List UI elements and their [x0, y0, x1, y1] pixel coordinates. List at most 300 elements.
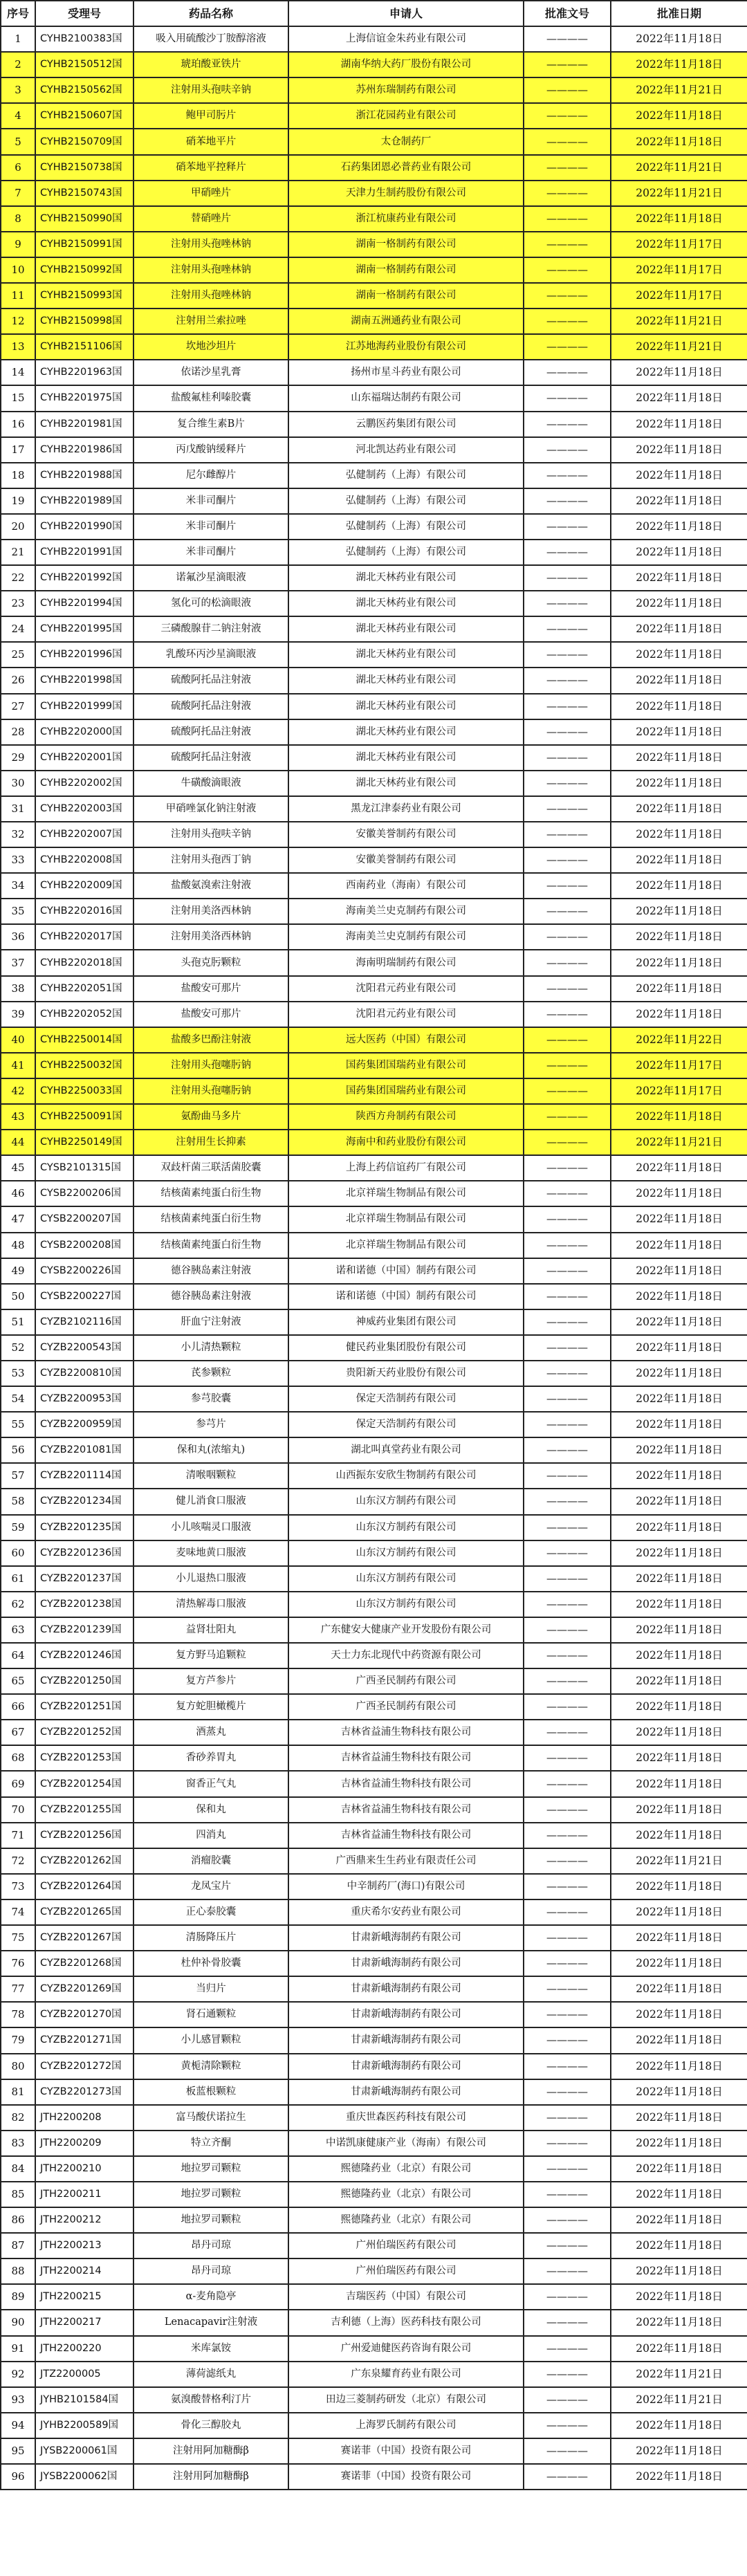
- cell-drug-name: 头孢克肟颗粒: [133, 950, 288, 975]
- cell-acceptance-number: CYHB2100383国: [35, 26, 133, 52]
- table-row: [1, 1976, 747, 2002]
- cell-approval-document-number: ————: [524, 1258, 611, 1284]
- cell-acceptance-number: CYHB2201998国: [35, 668, 133, 693]
- cell-applicant: 海南明瑞制药有限公司: [288, 950, 524, 975]
- cell-approval-date: 2022年11月18日: [611, 1745, 747, 1771]
- cell-serial-number: 37: [1, 950, 35, 975]
- cell-acceptance-number: CYHB2202008国: [35, 847, 133, 873]
- cell-applicant: 国药集团国瑞药业有限公司: [288, 1078, 524, 1104]
- table-header-row: [1, 1, 747, 26]
- cell-drug-name: 肝血宁注射液: [133, 1309, 288, 1335]
- cell-acceptance-number: CYHB2250149国: [35, 1130, 133, 1155]
- cell-approval-document-number: ————: [524, 2387, 611, 2413]
- cell-acceptance-number: CYZB2201254国: [35, 1771, 133, 1796]
- table-row: [1, 1002, 747, 1027]
- cell-serial-number: 61: [1, 1566, 35, 1592]
- cell-drug-name: 德谷胰岛素注射液: [133, 1258, 288, 1284]
- table-row: [1, 2336, 747, 2362]
- header-serial-number: 序号: [1, 1, 35, 26]
- cell-approval-date: 2022年11月18日: [611, 1694, 747, 1720]
- cell-serial-number: 91: [1, 2336, 35, 2362]
- cell-serial-number: 54: [1, 1386, 35, 1412]
- cell-acceptance-number: JTH2200220: [35, 2336, 133, 2362]
- cell-serial-number: 5: [1, 129, 35, 154]
- cell-acceptance-number: CYHB2202002国: [35, 771, 133, 796]
- cell-acceptance-number: JTH2200211: [35, 2182, 133, 2207]
- cell-acceptance-number: CYZB2201272国: [35, 2054, 133, 2079]
- table-row: [1, 1104, 747, 1130]
- cell-approval-date: 2022年11月18日: [611, 2284, 747, 2310]
- cell-approval-document-number: ————: [524, 1668, 611, 1694]
- cell-applicant: 中诺凯康健康产业（海南）有限公司: [288, 2131, 524, 2156]
- cell-approval-document-number: ————: [524, 1771, 611, 1796]
- cell-serial-number: 21: [1, 540, 35, 565]
- cell-drug-name: 注射用头孢西丁钠: [133, 847, 288, 873]
- cell-acceptance-number: CYHB2202003国: [35, 796, 133, 822]
- cell-applicant: 天津力生制药股份有限公司: [288, 181, 524, 206]
- cell-drug-name: 三磷酸腺苷二钠注射液: [133, 616, 288, 642]
- table-row: [1, 1771, 747, 1796]
- cell-drug-name: 注射用生长抑素: [133, 1130, 288, 1155]
- cell-approval-document-number: ————: [524, 257, 611, 283]
- cell-approval-date: 2022年11月18日: [611, 103, 747, 129]
- cell-applicant: 浙江花园药业有限公司: [288, 103, 524, 129]
- cell-approval-date: 2022年11月18日: [611, 2464, 747, 2490]
- cell-approval-date: 2022年11月18日: [611, 1181, 747, 1206]
- cell-applicant: 湖北天林药业有限公司: [288, 565, 524, 591]
- table-row: [1, 2054, 747, 2079]
- table-row: [1, 873, 747, 899]
- cell-acceptance-number: CYHB2201990国: [35, 514, 133, 540]
- cell-approval-date: 2022年11月18日: [611, 206, 747, 232]
- cell-acceptance-number: CYHB2201989国: [35, 488, 133, 514]
- cell-drug-name: 注射用头孢唑林钠: [133, 257, 288, 283]
- cell-serial-number: 13: [1, 334, 35, 360]
- cell-drug-name: 德谷胰岛素注射液: [133, 1284, 288, 1309]
- cell-acceptance-number: CYHB2250014国: [35, 1027, 133, 1053]
- cell-approval-document-number: ————: [524, 1155, 611, 1181]
- cell-drug-name: 昂丹司琼: [133, 2233, 288, 2258]
- cell-serial-number: 26: [1, 668, 35, 693]
- cell-acceptance-number: CYHB2202007国: [35, 822, 133, 847]
- cell-approval-document-number: ————: [524, 822, 611, 847]
- table-row: [1, 1335, 747, 1361]
- cell-applicant: 熙德隆药业（北京）有限公司: [288, 2182, 524, 2207]
- cell-approval-document-number: ————: [524, 334, 611, 360]
- cell-applicant: 石药集团恩必普药业有限公司: [288, 155, 524, 181]
- cell-approval-document-number: ————: [524, 437, 611, 463]
- cell-applicant: 湖北天林药业有限公司: [288, 719, 524, 745]
- table-row: [1, 1258, 747, 1284]
- cell-applicant: 吉林省益浦生物科技有限公司: [288, 1720, 524, 1745]
- cell-acceptance-number: CYHB2150607国: [35, 103, 133, 129]
- cell-serial-number: 80: [1, 2054, 35, 2079]
- cell-applicant: 广西圣民制药有限公司: [288, 1694, 524, 1720]
- cell-acceptance-number: CYZB2102116国: [35, 1309, 133, 1335]
- cell-serial-number: 22: [1, 565, 35, 591]
- table-row: [1, 1206, 747, 1232]
- cell-drug-name: 复方野马追颗粒: [133, 1643, 288, 1668]
- cell-applicant: 海南中和药业股份有限公司: [288, 1130, 524, 1155]
- cell-approval-document-number: ————: [524, 1463, 611, 1489]
- cell-serial-number: 56: [1, 1437, 35, 1463]
- cell-approval-document-number: ————: [524, 1284, 611, 1309]
- cell-serial-number: 93: [1, 2387, 35, 2413]
- cell-applicant: 太仓制药厂: [288, 129, 524, 154]
- cell-approval-document-number: ————: [524, 1694, 611, 1720]
- table-row: [1, 1540, 747, 1566]
- cell-drug-name: 米非司酮片: [133, 488, 288, 514]
- cell-approval-date: 2022年11月18日: [611, 1284, 747, 1309]
- cell-drug-name: 牛磺酸滴眼液: [133, 771, 288, 796]
- cell-acceptance-number: JTH2200215: [35, 2284, 133, 2310]
- cell-acceptance-number: CYHB2150998国: [35, 309, 133, 334]
- table-row: [1, 1592, 747, 1617]
- cell-approval-date: 2022年11月18日: [611, 1976, 747, 2002]
- cell-drug-name: 参芎片: [133, 1412, 288, 1437]
- cell-approval-document-number: ————: [524, 1951, 611, 1976]
- table-row: [1, 514, 747, 540]
- table-row: [1, 463, 747, 488]
- cell-approval-document-number: ————: [524, 1592, 611, 1617]
- cell-acceptance-number: CYZB2201246国: [35, 1643, 133, 1668]
- cell-drug-name: 硫酸阿托品注射液: [133, 694, 288, 719]
- cell-approval-date: 2022年11月18日: [611, 1002, 747, 1027]
- table-row: [1, 1027, 747, 1053]
- cell-approval-document-number: ————: [524, 1720, 611, 1745]
- cell-acceptance-number: JYHB2101584国: [35, 2387, 133, 2413]
- cell-applicant: 湖南一格制药有限公司: [288, 257, 524, 283]
- cell-approval-document-number: ————: [524, 924, 611, 950]
- cell-serial-number: 9: [1, 232, 35, 257]
- cell-serial-number: 40: [1, 1027, 35, 1053]
- cell-approval-date: 2022年11月18日: [611, 514, 747, 540]
- cell-drug-name: 益肾壮阳丸: [133, 1617, 288, 1643]
- table-row: [1, 2413, 747, 2438]
- table-row: [1, 2156, 747, 2182]
- cell-acceptance-number: CYHB2201995国: [35, 616, 133, 642]
- cell-applicant: 山东汉方制药有限公司: [288, 1515, 524, 1540]
- cell-approval-document-number: ————: [524, 2027, 611, 2053]
- cell-approval-document-number: ————: [524, 719, 611, 745]
- cell-drug-name: 黄栀清除颗粒: [133, 2054, 288, 2079]
- cell-acceptance-number: CYZB2201114国: [35, 1463, 133, 1489]
- cell-approval-date: 2022年11月18日: [611, 129, 747, 154]
- table-row: [1, 591, 747, 616]
- table-row: [1, 1361, 747, 1386]
- cell-drug-name: 小儿退热口服液: [133, 1566, 288, 1592]
- table-row: [1, 1412, 747, 1437]
- cell-acceptance-number: CYHB2151106国: [35, 334, 133, 360]
- cell-approval-document-number: ————: [524, 976, 611, 1002]
- cell-approval-date: 2022年11月18日: [611, 1668, 747, 1694]
- cell-applicant: 上海上药信谊药厂有限公司: [288, 1155, 524, 1181]
- cell-serial-number: 48: [1, 1233, 35, 1258]
- cell-applicant: 甘肃新峨海制药有限公司: [288, 2079, 524, 2105]
- cell-applicant: 神威药业集团有限公司: [288, 1309, 524, 1335]
- cell-drug-name: 消瘤胶囊: [133, 1848, 288, 1874]
- cell-approval-date: 2022年11月18日: [611, 1566, 747, 1592]
- cell-serial-number: 7: [1, 181, 35, 206]
- cell-drug-name: 硫酸阿托品注射液: [133, 745, 288, 771]
- cell-applicant: 安徽美誉制药有限公司: [288, 822, 524, 847]
- cell-approval-date: 2022年11月18日: [611, 488, 747, 514]
- cell-applicant: 陕西方舟制药有限公司: [288, 1104, 524, 1130]
- cell-acceptance-number: CYHB2150738国: [35, 155, 133, 181]
- cell-approval-date: 2022年11月18日: [611, 873, 747, 899]
- cell-serial-number: 75: [1, 1925, 35, 1951]
- cell-drug-name: 肾石通颗粒: [133, 2002, 288, 2027]
- cell-serial-number: 82: [1, 2105, 35, 2131]
- table-row: [1, 1694, 747, 1720]
- table-row: [1, 1668, 747, 1694]
- cell-approval-date: 2022年11月18日: [611, 360, 747, 385]
- cell-approval-document-number: ————: [524, 745, 611, 771]
- cell-approval-document-number: ————: [524, 232, 611, 257]
- cell-acceptance-number: JTH2200212: [35, 2207, 133, 2233]
- cell-acceptance-number: CYSB2200206国: [35, 1181, 133, 1206]
- cell-applicant: 浙江杭康药业有限公司: [288, 206, 524, 232]
- cell-applicant: 云鹏医药集团有限公司: [288, 412, 524, 437]
- cell-approval-date: 2022年11月18日: [611, 2105, 747, 2131]
- table-row: [1, 1848, 747, 1874]
- header-approval-date: 批准日期: [611, 1, 747, 26]
- cell-applicant: 吉利德（上海）医药科技有限公司: [288, 2310, 524, 2335]
- cell-acceptance-number: CYZB2201081国: [35, 1437, 133, 1463]
- cell-approval-document-number: ————: [524, 899, 611, 924]
- cell-applicant: 湖南一格制药有限公司: [288, 232, 524, 257]
- cell-approval-document-number: ————: [524, 1078, 611, 1104]
- cell-acceptance-number: CYZB2201265国: [35, 1899, 133, 1925]
- cell-applicant: 山东汉方制药有限公司: [288, 1489, 524, 1514]
- cell-drug-name: 硫酸阿托品注射液: [133, 668, 288, 693]
- cell-drug-name: 坎地沙坦片: [133, 334, 288, 360]
- cell-approval-document-number: ————: [524, 873, 611, 899]
- cell-drug-name: Lenacapavir注射液: [133, 2310, 288, 2335]
- table-row: [1, 385, 747, 411]
- cell-acceptance-number: CYZB2201273国: [35, 2079, 133, 2105]
- cell-acceptance-number: CYHB2202018国: [35, 950, 133, 975]
- cell-drug-name: 氢化可的松滴眼液: [133, 591, 288, 616]
- cell-acceptance-number: CYHB2201975国: [35, 385, 133, 411]
- cell-approval-date: 2022年11月17日: [611, 232, 747, 257]
- cell-approval-document-number: ————: [524, 2207, 611, 2233]
- cell-approval-date: 2022年11月18日: [611, 2413, 747, 2438]
- cell-approval-document-number: ————: [524, 1848, 611, 1874]
- cell-drug-name: 芪参颗粒: [133, 1361, 288, 1386]
- cell-serial-number: 63: [1, 1617, 35, 1643]
- cell-approval-document-number: ————: [524, 103, 611, 129]
- cell-drug-name: 诺氟沙星滴眼液: [133, 565, 288, 591]
- table-row: [1, 77, 747, 103]
- table-row: [1, 1823, 747, 1848]
- cell-serial-number: 41: [1, 1053, 35, 1078]
- cell-drug-name: 盐酸多巴酚注射液: [133, 1027, 288, 1053]
- cell-drug-name: 健儿消食口服液: [133, 1489, 288, 1514]
- cell-acceptance-number: CYSB2200227国: [35, 1284, 133, 1309]
- cell-approval-date: 2022年11月18日: [611, 1617, 747, 1643]
- cell-approval-document-number: ————: [524, 2105, 611, 2131]
- cell-approval-date: 2022年11月18日: [611, 668, 747, 693]
- table-row: [1, 26, 747, 52]
- cell-approval-date: 2022年11月18日: [611, 2079, 747, 2105]
- cell-applicant: 甘肃新峨海制药有限公司: [288, 2002, 524, 2027]
- cell-serial-number: 1: [1, 26, 35, 52]
- cell-approval-date: 2022年11月17日: [611, 257, 747, 283]
- cell-applicant: 吉林省益浦生物科技有限公司: [288, 1745, 524, 1771]
- cell-serial-number: 68: [1, 1745, 35, 1771]
- cell-approval-document-number: ————: [524, 847, 611, 873]
- cell-serial-number: 85: [1, 2182, 35, 2207]
- cell-approval-document-number: ————: [524, 2002, 611, 2027]
- cell-approval-document-number: ————: [524, 309, 611, 334]
- cell-approval-date: 2022年11月17日: [611, 1078, 747, 1104]
- cell-applicant: 熙德隆药业（北京）有限公司: [288, 2207, 524, 2233]
- cell-approval-document-number: ————: [524, 360, 611, 385]
- cell-drug-name: 龙凤宝片: [133, 1874, 288, 1899]
- cell-approval-date: 2022年11月18日: [611, 1720, 747, 1745]
- cell-approval-document-number: ————: [524, 2233, 611, 2258]
- cell-acceptance-number: CYHB2201988国: [35, 463, 133, 488]
- cell-serial-number: 65: [1, 1668, 35, 1694]
- cell-drug-name: 四消丸: [133, 1823, 288, 1848]
- table-row: [1, 1745, 747, 1771]
- cell-acceptance-number: CYZB2201255国: [35, 1797, 133, 1823]
- cell-acceptance-number: CYHB2201996国: [35, 642, 133, 668]
- cell-acceptance-number: CYHB2150992国: [35, 257, 133, 283]
- cell-approval-date: 2022年11月18日: [611, 2207, 747, 2233]
- cell-drug-name: 丙戊酸钠缓释片: [133, 437, 288, 463]
- cell-approval-date: 2022年11月18日: [611, 694, 747, 719]
- cell-drug-name: 替硝唑片: [133, 206, 288, 232]
- cell-applicant: 贵阳新天药业股份有限公司: [288, 1361, 524, 1386]
- cell-approval-document-number: ————: [524, 2156, 611, 2182]
- cell-approval-date: 2022年11月18日: [611, 1309, 747, 1335]
- cell-serial-number: 49: [1, 1258, 35, 1284]
- cell-applicant: 沈阳君元药业有限公司: [288, 976, 524, 1002]
- cell-acceptance-number: CYZB2201267国: [35, 1925, 133, 1951]
- cell-approval-date: 2022年11月18日: [611, 52, 747, 77]
- table-row: [1, 899, 747, 924]
- cell-approval-date: 2022年11月18日: [611, 1489, 747, 1514]
- cell-approval-date: 2022年11月22日: [611, 1027, 747, 1053]
- cell-approval-document-number: ————: [524, 2310, 611, 2335]
- cell-approval-date: 2022年11月18日: [611, 899, 747, 924]
- cell-approval-document-number: ————: [524, 2131, 611, 2156]
- cell-approval-document-number: ————: [524, 129, 611, 154]
- cell-acceptance-number: JTH2200209: [35, 2131, 133, 2156]
- cell-serial-number: 94: [1, 2413, 35, 2438]
- cell-approval-document-number: ————: [524, 463, 611, 488]
- cell-applicant: 湖北天林药业有限公司: [288, 642, 524, 668]
- cell-acceptance-number: CYHB2150562国: [35, 77, 133, 103]
- cell-drug-name: 注射用美洛西林钠: [133, 924, 288, 950]
- cell-applicant: 吉瑞医药（中国）有限公司: [288, 2284, 524, 2310]
- cell-approval-date: 2022年11月21日: [611, 181, 747, 206]
- cell-approval-document-number: ————: [524, 1386, 611, 1412]
- cell-serial-number: 87: [1, 2233, 35, 2258]
- header-acceptance-number: 受理号: [35, 1, 133, 26]
- table-row: [1, 1181, 747, 1206]
- cell-approval-date: 2022年11月21日: [611, 2387, 747, 2413]
- table-row: [1, 360, 747, 385]
- table-row: [1, 257, 747, 283]
- cell-approval-document-number: ————: [524, 1566, 611, 1592]
- cell-drug-name: 当归片: [133, 1976, 288, 2002]
- cell-drug-name: 注射用头孢唑林钠: [133, 283, 288, 309]
- cell-approval-date: 2022年11月18日: [611, 1951, 747, 1976]
- cell-drug-name: 板蓝根颗粒: [133, 2079, 288, 2105]
- cell-drug-name: 盐酸安可那片: [133, 1002, 288, 1027]
- cell-serial-number: 36: [1, 924, 35, 950]
- table-row: [1, 2284, 747, 2310]
- cell-applicant: 重庆世森医药科技有限公司: [288, 2105, 524, 2131]
- cell-approval-date: 2022年11月18日: [611, 437, 747, 463]
- cell-serial-number: 78: [1, 2002, 35, 2027]
- cell-drug-name: 香砂养胃丸: [133, 1745, 288, 1771]
- cell-serial-number: 42: [1, 1078, 35, 1104]
- table-row: [1, 1643, 747, 1668]
- cell-drug-name: 注射用头孢噻肟钠: [133, 1078, 288, 1104]
- cell-serial-number: 43: [1, 1104, 35, 1130]
- cell-approval-date: 2022年11月17日: [611, 1053, 747, 1078]
- cell-applicant: 广州伯瑞医药有限公司: [288, 2233, 524, 2258]
- cell-applicant: 北京祥瑞生物制品有限公司: [288, 1206, 524, 1232]
- table-row: [1, 924, 747, 950]
- cell-approval-date: 2022年11月18日: [611, 745, 747, 771]
- cell-serial-number: 34: [1, 873, 35, 899]
- cell-serial-number: 4: [1, 103, 35, 129]
- cell-applicant: 湖南一格制药有限公司: [288, 283, 524, 309]
- cell-acceptance-number: CYZB2201235国: [35, 1515, 133, 1540]
- table-row: [1, 719, 747, 745]
- cell-serial-number: 67: [1, 1720, 35, 1745]
- table-row: [1, 771, 747, 796]
- cell-approval-document-number: ————: [524, 1181, 611, 1206]
- cell-serial-number: 55: [1, 1412, 35, 1437]
- cell-acceptance-number: CYHB2202009国: [35, 873, 133, 899]
- cell-serial-number: 19: [1, 488, 35, 514]
- cell-approval-date: 2022年11月18日: [611, 26, 747, 52]
- cell-approval-date: 2022年11月17日: [611, 283, 747, 309]
- cell-serial-number: 23: [1, 591, 35, 616]
- cell-acceptance-number: CYHB2201986国: [35, 437, 133, 463]
- cell-acceptance-number: CYHB2250032国: [35, 1053, 133, 1078]
- cell-serial-number: 84: [1, 2156, 35, 2182]
- cell-acceptance-number: CYZB2201253国: [35, 1745, 133, 1771]
- table-row: [1, 1566, 747, 1592]
- cell-approval-date: 2022年11月18日: [611, 1233, 747, 1258]
- table-row: [1, 1925, 747, 1951]
- cell-applicant: 湖北叫真堂药业有限公司: [288, 1437, 524, 1463]
- table-row: [1, 309, 747, 334]
- cell-serial-number: 64: [1, 1643, 35, 1668]
- cell-applicant: 扬州市星斗药业有限公司: [288, 360, 524, 385]
- cell-serial-number: 12: [1, 309, 35, 334]
- cell-drug-name: 氨溴酸替格利汀片: [133, 2387, 288, 2413]
- cell-applicant: 甘肃新峨海制药有限公司: [288, 1951, 524, 1976]
- cell-acceptance-number: JTZ2200005: [35, 2362, 133, 2387]
- cell-approval-document-number: ————: [524, 642, 611, 668]
- cell-serial-number: 33: [1, 847, 35, 873]
- cell-serial-number: 62: [1, 1592, 35, 1617]
- cell-drug-name: 甲硝唑氯化钠注射液: [133, 796, 288, 822]
- cell-applicant: 保定天浩制药有限公司: [288, 1386, 524, 1412]
- cell-drug-name: 琥珀酸亚铁片: [133, 52, 288, 77]
- cell-serial-number: 30: [1, 771, 35, 796]
- table-row: [1, 2182, 747, 2207]
- table-row: [1, 694, 747, 719]
